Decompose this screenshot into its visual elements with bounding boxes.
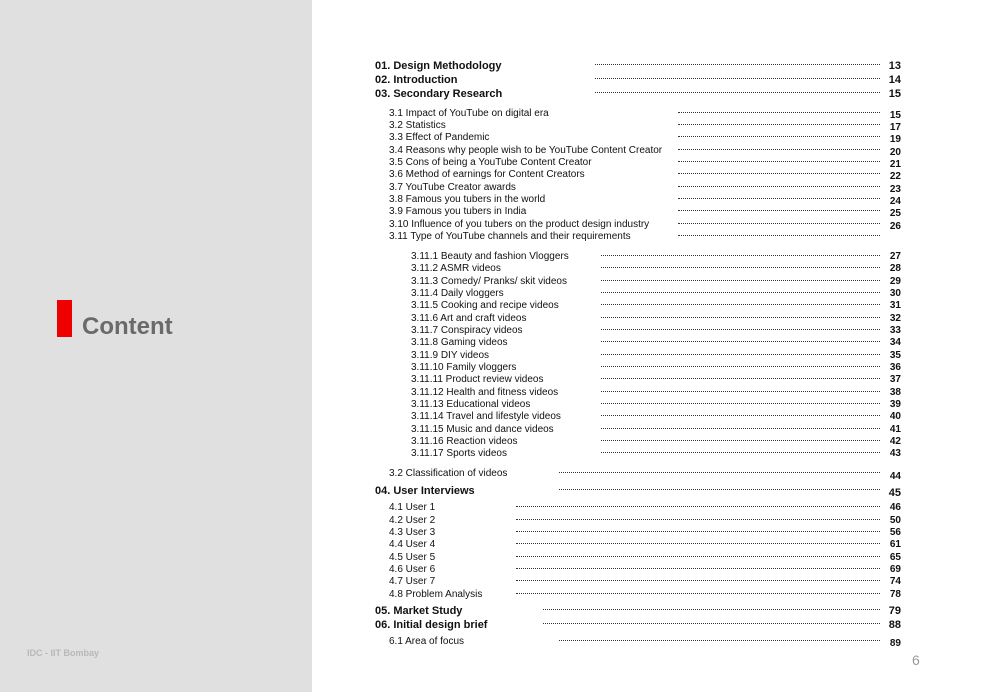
toc-entry-label: 05. Market Study	[375, 605, 463, 617]
dot-leader	[601, 280, 880, 281]
toc-entry-page: 25	[889, 208, 901, 219]
toc-entry	[0, 205, 1000, 218]
dot-leader	[601, 304, 880, 305]
dot-leader	[601, 366, 880, 367]
toc-entry-label: 4.8 Problem Analysis	[389, 589, 483, 600]
toc-entry-page: 65	[889, 552, 901, 563]
toc-entry-page: 37	[889, 374, 901, 385]
dot-leader	[678, 198, 880, 199]
toc-entry-label: 4.7 User 7	[389, 576, 436, 587]
dot-leader	[559, 472, 880, 473]
toc-entry-label: 3.11.1 Beauty and fashion Vloggers	[411, 251, 569, 262]
toc-entry-label: 3.11.2 ASMR videos	[411, 263, 501, 274]
dot-leader	[601, 440, 880, 441]
toc-entry-label: 06. Initial design brief	[375, 619, 488, 631]
toc-entry-page: 30	[889, 288, 901, 299]
dot-leader	[516, 543, 880, 544]
dot-leader	[601, 255, 880, 256]
toc-entry	[0, 484, 1000, 498]
toc-entry-page: 45	[888, 487, 901, 499]
toc-entry-label: 3.11.17 Sports videos	[411, 448, 507, 459]
dot-leader	[559, 489, 880, 490]
dot-leader	[543, 623, 880, 624]
toc-entry-page: 26	[889, 221, 901, 232]
dot-leader	[678, 112, 880, 113]
toc-entry-label: 3.9 Famous you tubers in India	[389, 206, 527, 217]
toc-entry-label: 3.11.14 Travel and lifestyle videos	[411, 411, 561, 422]
toc-entry-label: 3.5 Cons of being a YouTube Content Creator	[389, 157, 592, 168]
toc-entry-page: 39	[889, 399, 901, 410]
toc-entry	[0, 373, 1000, 386]
toc-entry-label: 3.11.7 Conspiracy videos	[411, 325, 523, 336]
toc-entry	[0, 168, 1000, 181]
dot-leader	[516, 506, 880, 507]
dot-leader	[516, 580, 880, 581]
toc-entry	[0, 575, 1000, 588]
toc-entry-page: 42	[889, 436, 901, 447]
toc-entry	[0, 501, 1000, 514]
page-number: 6	[912, 652, 920, 668]
toc-entry-page: 22	[889, 171, 901, 182]
toc-entry-label: 3.11.4 Daily vloggers	[411, 288, 504, 299]
toc-entry-page: 44	[889, 471, 901, 482]
toc-entry-label: 3.11.3 Comedy/ Pranks/ skit videos	[411, 276, 567, 287]
toc-entry	[0, 635, 1000, 648]
toc-entry-label: 3.11.11 Product review videos	[411, 374, 544, 385]
toc-entry	[0, 467, 1000, 480]
toc-entry-page: 34	[889, 337, 901, 348]
dot-leader	[595, 64, 880, 65]
dot-leader	[601, 415, 880, 416]
toc-entry	[0, 299, 1000, 312]
toc-entry-label: 4.3 User 3	[389, 527, 436, 538]
dot-leader	[601, 378, 880, 379]
toc-entry-label: 4.6 User 6	[389, 564, 436, 575]
toc-entry-page: 27	[889, 251, 901, 262]
toc-entry-page: 88	[888, 619, 901, 631]
dot-leader	[601, 341, 880, 342]
dot-leader	[595, 78, 880, 79]
toc-entry-label: 3.11.8 Gaming videos	[411, 337, 508, 348]
toc-entry	[0, 588, 1000, 601]
dot-leader	[543, 609, 880, 610]
toc-entry-page: 13	[888, 60, 901, 72]
toc-entry-page: 69	[889, 564, 901, 575]
toc-entry-page: 38	[889, 387, 901, 398]
dot-leader	[678, 235, 880, 236]
toc-entry-page: 61	[889, 539, 901, 550]
toc-entry-page: 56	[889, 527, 901, 538]
dot-leader	[559, 640, 880, 641]
toc-entry-label: 3.7 YouTube Creator awards	[389, 182, 516, 193]
dot-leader	[601, 428, 880, 429]
dot-leader	[516, 519, 880, 520]
toc-entry-page: 50	[889, 515, 901, 526]
toc-entry-page: 21	[889, 159, 901, 170]
dot-leader	[516, 593, 880, 594]
toc-entry-label: 3.11.12 Health and fitness videos	[411, 387, 559, 398]
toc-entry-page: 89	[889, 638, 901, 649]
toc-entry-label: 4.1 User 1	[389, 502, 436, 513]
toc-entry-page: 31	[889, 300, 901, 311]
toc-entry-page: 74	[889, 576, 901, 587]
toc-entry-page: 33	[889, 325, 901, 336]
toc-entry-label: 3.11.5 Cooking and recipe videos	[411, 300, 559, 311]
toc-entry-page: 46	[889, 502, 901, 513]
toc-entry	[0, 87, 1000, 101]
dot-leader	[601, 452, 880, 453]
toc-entry-page: 20	[889, 147, 901, 158]
toc-entry-label: 04. User Interviews	[375, 485, 475, 497]
toc-entry-page: 79	[888, 605, 901, 617]
toc-entry-label: 3.8 Famous you tubers in the world	[389, 194, 546, 205]
toc-entry-page: 15	[888, 88, 901, 100]
toc-entry-page: 32	[889, 313, 901, 324]
dot-leader	[516, 568, 880, 569]
toc-entry-page: 15	[889, 110, 901, 121]
toc-entry	[0, 59, 1000, 73]
toc-entry-page: 35	[889, 350, 901, 361]
toc-entry-page: 29	[889, 276, 901, 287]
toc-entry-label: 4.5 User 5	[389, 552, 436, 563]
toc-entry-label: 02. Introduction	[375, 74, 458, 86]
toc-entry	[0, 73, 1000, 87]
toc-entry-page: 36	[889, 362, 901, 373]
toc-entry-label: 3.11.13 Educational videos	[411, 399, 531, 410]
toc-entry-page: 41	[889, 424, 901, 435]
dot-leader	[678, 223, 880, 224]
toc-entry-page: 14	[888, 74, 901, 86]
dot-leader	[678, 210, 880, 211]
toc-entry-label: 3.4 Reasons why people wish to be YouTube Content Creator	[389, 145, 663, 156]
toc-entry-label: 3.3 Effect of Pandemic	[389, 132, 490, 143]
toc-entry-page: 43	[889, 448, 901, 459]
toc-entry-page: 19	[889, 134, 901, 145]
dot-leader	[601, 292, 880, 293]
toc-entry	[0, 410, 1000, 423]
toc-entry-label: 3.2 Statistics	[389, 120, 446, 131]
toc-entry-label: 3.11.16 Reaction videos	[411, 436, 518, 447]
dot-leader	[595, 92, 880, 93]
toc-entry-label: 01. Design Methodology	[375, 60, 502, 72]
toc-entry-page: 28	[889, 263, 901, 274]
toc-entry-label: 3.11.6 Art and craft videos	[411, 313, 527, 324]
section-title: Content	[82, 313, 173, 340]
toc-entry	[0, 618, 1000, 632]
toc-entry-label: 3.1 Impact of YouTube on digital era	[389, 108, 549, 119]
toc-entry	[0, 538, 1000, 551]
dot-leader	[601, 354, 880, 355]
toc-entry-label: 6.1 Area of focus	[389, 636, 465, 647]
toc-entry-label: 03. Secondary Research	[375, 88, 503, 100]
dot-leader	[678, 173, 880, 174]
toc-entry	[0, 131, 1000, 144]
dot-leader	[678, 136, 880, 137]
toc-entry-label: 3.10 Influence of you tubers on the product design industry	[389, 219, 650, 230]
toc-entry-label: 3.11 Type of YouTube channels and their requirements	[389, 231, 631, 242]
dot-leader	[678, 124, 880, 125]
dot-leader	[601, 403, 880, 404]
toc-entry-page: 24	[889, 196, 901, 207]
toc-entry-label: 4.4 User 4	[389, 539, 436, 550]
toc-entry	[0, 230, 1000, 243]
toc-entry-page: 23	[889, 184, 901, 195]
toc-entry-page: 78	[889, 589, 901, 600]
toc-entry-label: 3.11.10 Family vloggers	[411, 362, 517, 373]
toc-entry-label: 3.2 Classification of videos	[389, 468, 508, 479]
toc-entry	[0, 262, 1000, 275]
toc-entry	[0, 604, 1000, 618]
dot-leader	[678, 161, 880, 162]
dot-leader	[601, 329, 880, 330]
toc-entry-page: 40	[889, 411, 901, 422]
dot-leader	[516, 556, 880, 557]
toc-entry-page: 17	[889, 122, 901, 133]
toc-entry-label: 4.2 User 2	[389, 515, 436, 526]
toc-entry	[0, 447, 1000, 460]
toc-entry-label: 3.11.9 DIY videos	[411, 350, 490, 361]
toc-entry-label: 3.11.15 Music and dance videos	[411, 424, 554, 435]
dot-leader	[516, 531, 880, 532]
toc-entry-label: 3.6 Method of earnings for Content Creators	[389, 169, 585, 180]
dot-leader	[678, 186, 880, 187]
dot-leader	[678, 149, 880, 150]
dot-leader	[601, 267, 880, 268]
footer-label: IDC - IIT Bombay	[27, 648, 100, 658]
dot-leader	[601, 391, 880, 392]
dot-leader	[601, 317, 880, 318]
toc-entry	[0, 336, 1000, 349]
